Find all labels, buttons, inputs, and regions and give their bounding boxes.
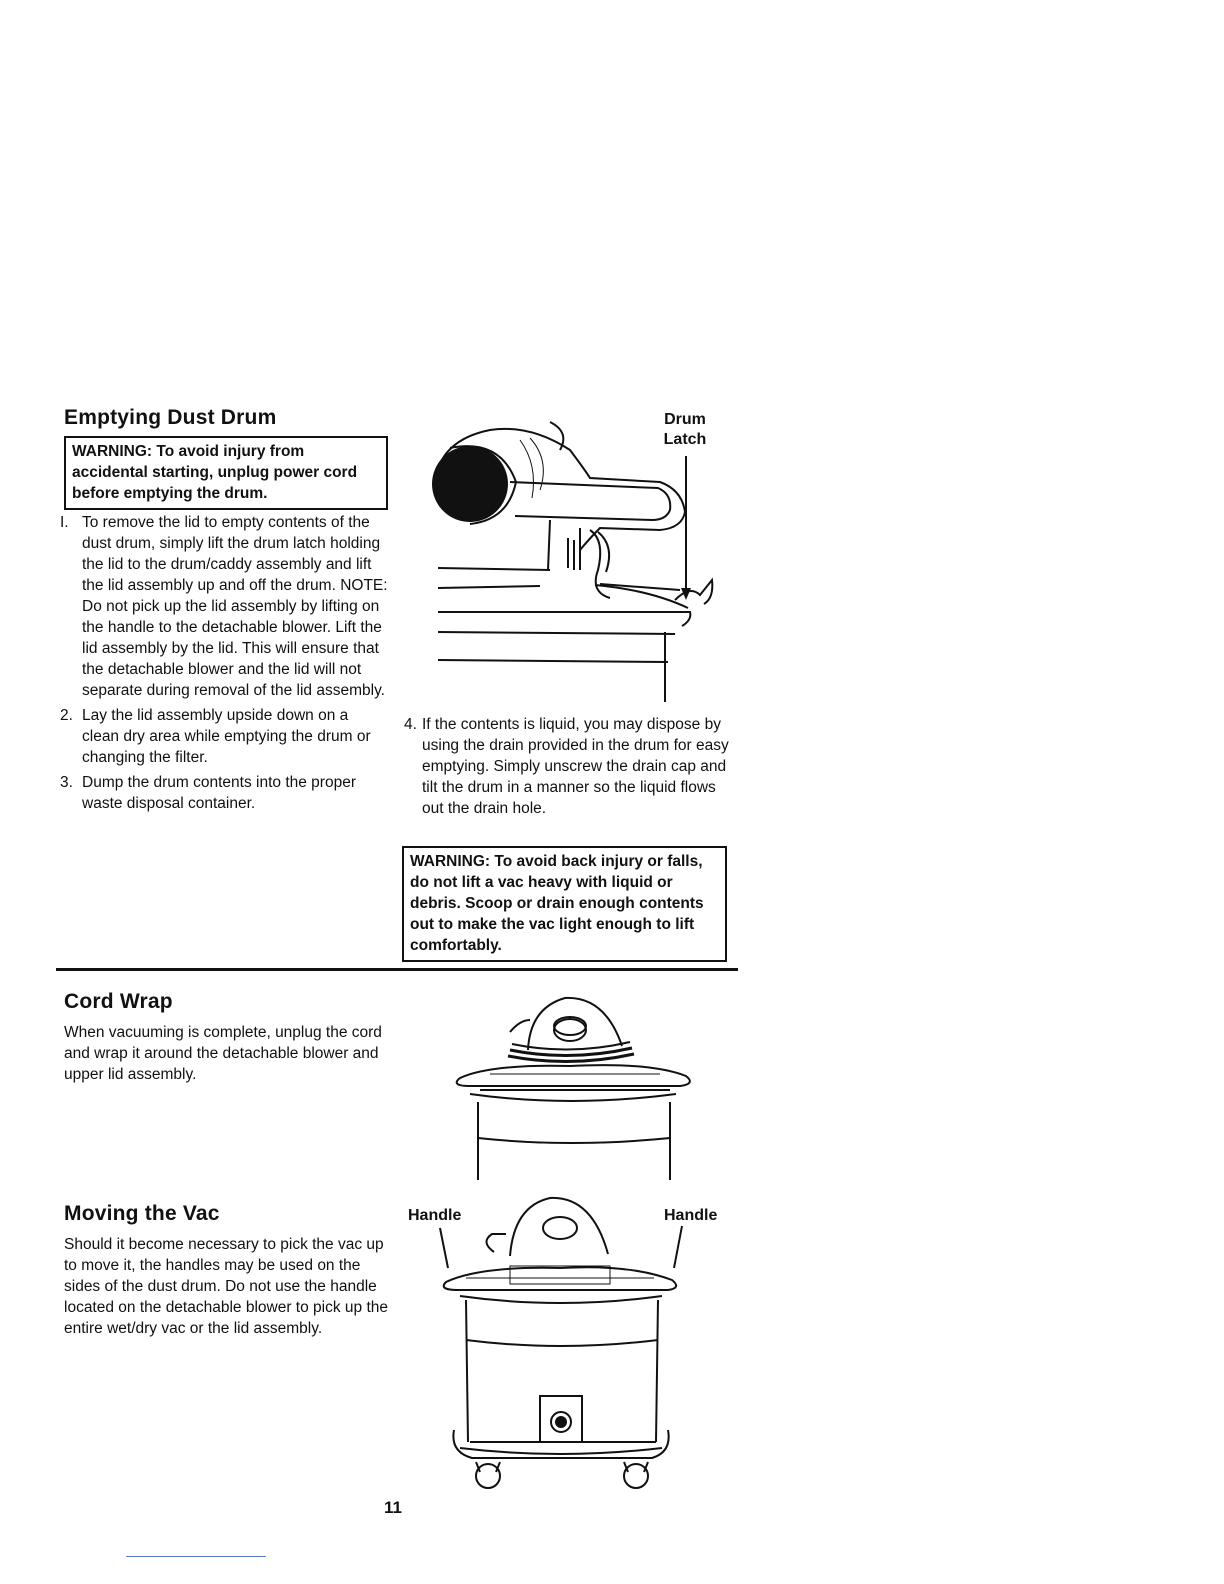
emptying-steps	[56, 512, 388, 818]
list-item: 2. Lay the lid assembly upside down on a clean dry area while emptying the drum or changing the filter.	[60, 707, 371, 766]
scan-artifact-line	[126, 1556, 266, 1557]
cord-wrap-illustration	[450, 990, 700, 1180]
warning-box-lifting: WARNING: To avoid back injury or falls, do not lift a vac heavy with liquid or debris. Scoop or drain enough contents out to make the vac light enough to lift comfortably.	[402, 846, 727, 962]
emptying-heading: Emptying Dust Drum	[64, 406, 277, 429]
list-item: I. To remove the lid to empty contents of the dust drum, simply lift the drum latch holding the lid to the drum/caddy assembly and lift the lid assembly up and off the drum. NOTE: Do not pick up the lid assembly by lifting on the handle to the detachable blower. Lift the lid assembly by the lid. This will ensure that the detachable blower and the lid will not separate during removal of the lid assembly.	[60, 514, 388, 699]
handle-label-left: Handle	[408, 1207, 462, 1224]
cord-wrap-heading: Cord Wrap	[64, 990, 173, 1013]
drum-latch-label: Drum Latch	[663, 411, 707, 448]
moving-vac-illustration	[410, 1190, 710, 1500]
cord-wrap-text: When vacuuming is complete, unplug the cord and wrap it around the detachable blower and upper lid assembly.	[64, 1024, 382, 1083]
page-number: 11	[384, 1498, 402, 1517]
section-divider	[56, 968, 738, 971]
drum-latch-illustration	[420, 420, 720, 702]
list-item: 3. Dump the drum contents into the proper waste disposal container.	[60, 774, 356, 812]
warning-box-unplug: WARNING: To avoid injury from accidental starting, unplug power cord before emptying the drum.	[64, 436, 388, 510]
handle-label-right: Handle	[664, 1207, 718, 1224]
moving-text: Should it become necessary to pick the vac up to move it, the handles may be used on the sides of the dust drum. Do not use the handle located on the detachable blower to pick up the entire wet/dry vac or the lid assembly.	[64, 1236, 389, 1337]
step-4: 4. If the contents is liquid, you may dispose by using the drain provided in the drum for easy emptying. Simply unscrew the drain cap and tilt the drum in a manner so the liquid flows out the drain hole.	[404, 716, 729, 817]
moving-heading: Moving the Vac	[64, 1202, 220, 1225]
